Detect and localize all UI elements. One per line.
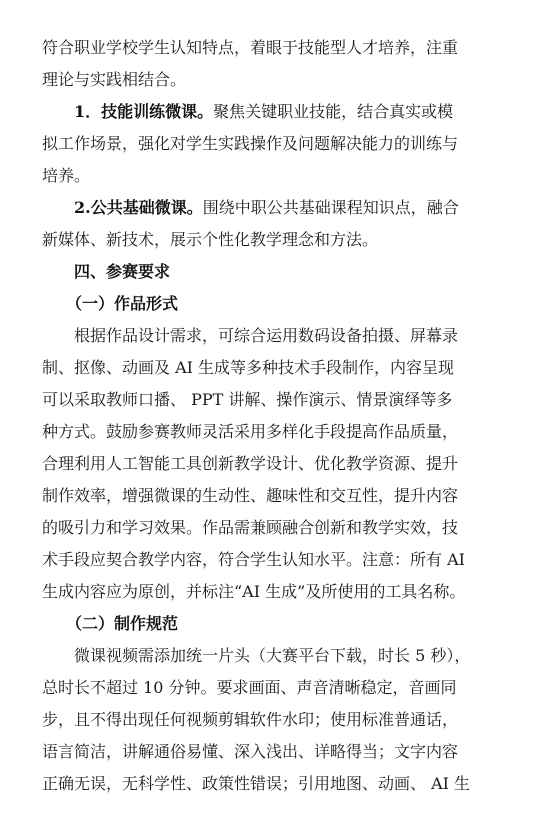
body-text-line: 根据作品设计需求，可综合运用数码设备拍摄、屏幕录 — [74, 326, 459, 345]
body-text-line: 合理利用人工智能工具创新教学设计、优化教学资源、提升 — [42, 454, 459, 473]
body-text-line: 术手段应契合教学内容，符合学生认知水平。注意：所有 AI — [42, 550, 465, 569]
list-item-skill-training — [74, 96, 508, 128]
section-heading: 四、参赛要求 — [74, 262, 171, 281]
body-text-line: 理论与实践相结合。 — [42, 70, 187, 89]
list-item-public-basic — [74, 192, 508, 224]
body-text-line: 培养。 — [42, 166, 91, 185]
list-item-text: 围绕中职公共基础课程知识点，融合 — [202, 198, 459, 217]
body-text-line: 的吸引力和学习效果。作品需兼顾融合创新和教学实效，技 — [42, 518, 459, 537]
body-text-line: 步，且不得出现任何视频剪辑软件水印；使用标准普通话， — [42, 710, 459, 729]
body-text-line: 生成内容应为原创，并标注“AI 生成”及所使用的工具名称。 — [42, 582, 466, 601]
body-text-line: 新媒体、新技术，展示个性化教学理念和方法。 — [42, 230, 379, 249]
list-item-heading: 2.公共基础微课。 — [74, 198, 203, 217]
list-item-text: 聚焦关键职业技能，结合真实或模 — [213, 102, 454, 121]
body-text-line: 语言简洁，讲解通俗易懂、深入浅出、详略得当；文字内容 — [42, 742, 459, 761]
body-text-line: 符合职业学校学生认知特点，着眼于技能型人才培养，注重 — [42, 38, 459, 57]
subsection-heading: （二）制作规范 — [66, 614, 179, 633]
body-text-line: 总时长不超过 10 分钟。要求画面、声音清晰稳定，音画同 — [42, 678, 457, 697]
body-text-line: 微课视频需添加统一片头（大赛平台下载，时长 5 秒）， — [74, 646, 471, 665]
body-text-line: 制、抠像、动画及 AI 生成等多种技术手段制作，内容呈现 — [42, 358, 455, 377]
list-item-heading: 1．技能训练微课。 — [74, 102, 214, 121]
body-text-line: 正确无误，无科学性、政策性错误；引用地图、动画、 AI 生 — [42, 774, 471, 793]
body-text-line: 可以采取教师口播、 PPT 讲解、操作演示、情景演绎等多 — [42, 390, 453, 409]
body-text-line: 种方式。鼓励参赛教师灵活采用多样化手段提高作品质量， — [42, 422, 459, 441]
body-text-line: 制作效率，增强微课的生动性、趣味性和交互性，提升内容 — [42, 486, 459, 505]
subsection-heading: （一）作品形式 — [66, 294, 179, 313]
body-text-line: 拟工作场景，强化对学生实践操作及问题解决能力的训练与 — [42, 134, 459, 153]
